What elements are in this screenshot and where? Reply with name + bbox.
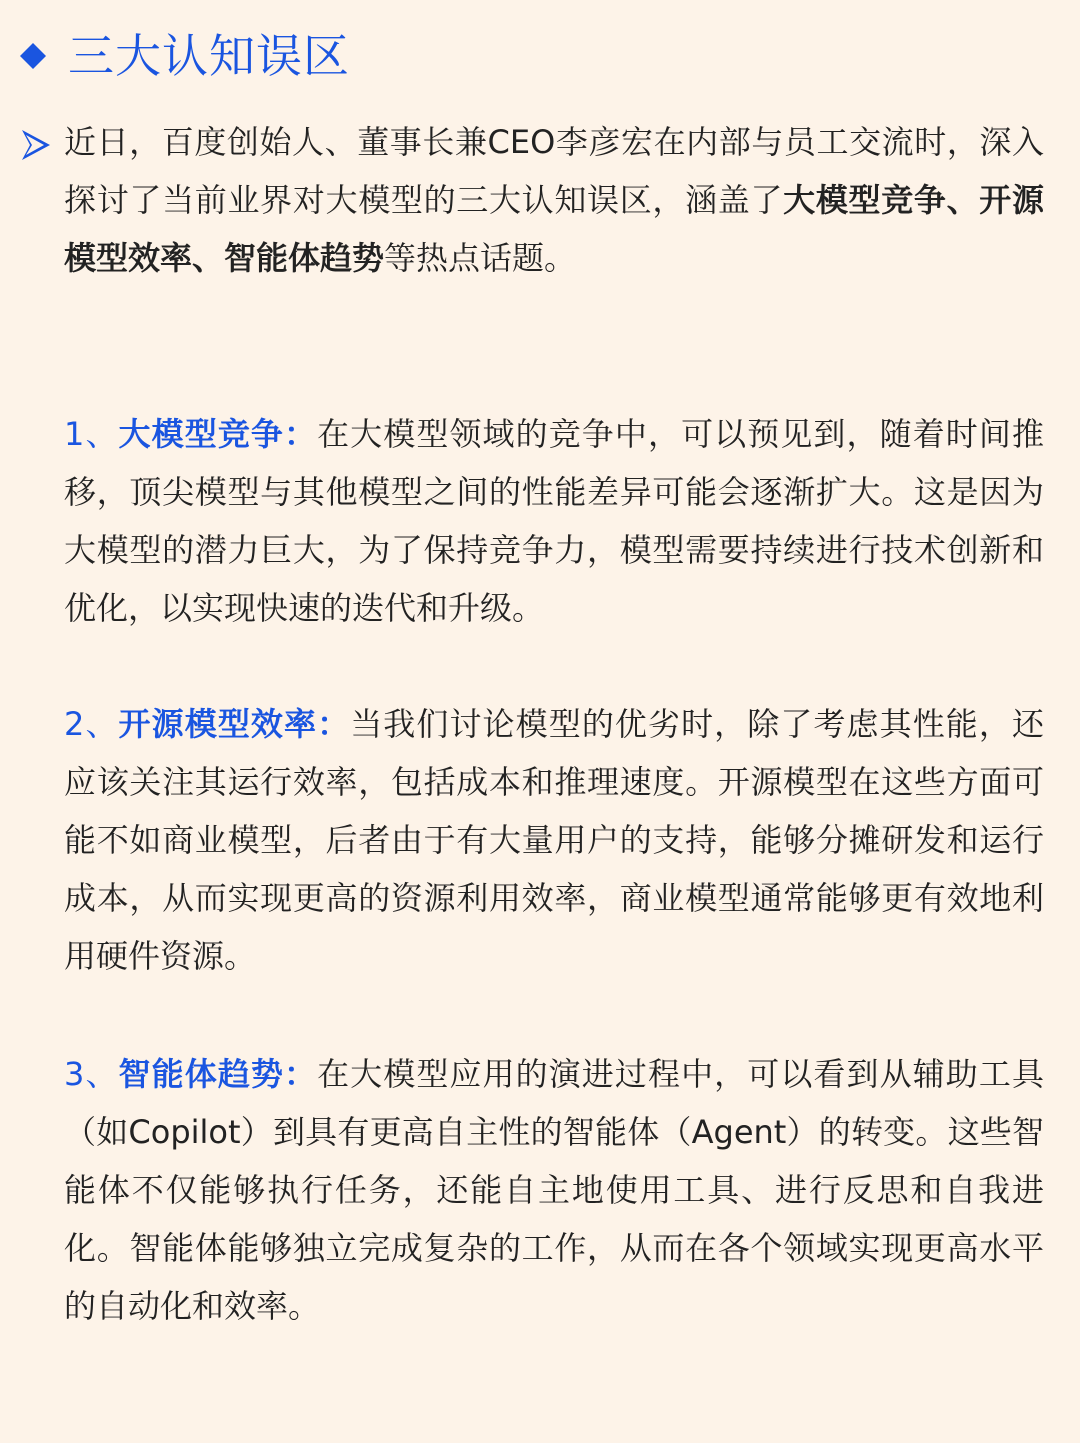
section-label: 开源模型效率： <box>118 705 351 743</box>
section-3 <box>64 1045 1044 1335</box>
section-number: 1、 <box>64 415 119 453</box>
diamond-icon <box>20 43 46 69</box>
section-number: 3、 <box>64 1055 119 1093</box>
intro-bold-topics: 大模型竞争、开源模型效率、智能体趋势 <box>64 181 1044 277</box>
intro-paragraph <box>64 113 1044 287</box>
arrow-right-icon <box>20 128 52 162</box>
section-label: 智能体趋势： <box>118 1055 318 1093</box>
section-body: 在大模型应用的演进过程中，可以看到从辅助工具（如Copilot）到具有更高自主性的智能体（Agent）的转变。这些智能体不仅能够执行任务，还能自主地使用工具、进行反思和自我进化。智能体能够独立完成复杂的工作，从而在各个领域实现更高水平的自动化和效率。 <box>64 1055 1044 1325</box>
section-2 <box>64 695 1044 985</box>
section-label: 大模型竞争： <box>118 415 318 453</box>
section-body: 当我们讨论模型的优劣时，除了考虑其性能，还应该关注其运行效率，包括成本和推理速度。开源模型在这些方面可能不如商业模型，后者由于有大量用户的支持，能够分摊研发和运行成本，从而实现更高的资源利用效率，商业模型通常能够更有效地利用硬件资源。 <box>64 705 1044 975</box>
section-body: 在大模型领域的竞争中，可以预见到，随着时间推移，顶尖模型与其他模型之间的性能差异可能会逐渐扩大。这是因为大模型的潜力巨大，为了保持竞争力，模型需要持续进行技术创新和优化，以实现快速的迭代和升级。 <box>64 415 1044 627</box>
section-1 <box>64 405 1044 637</box>
section-number: 2、 <box>64 705 119 743</box>
intro-text: 近日，百度创始人、董事长兼CEO李彦宏在内部与员工交流时，深入探讨了当前业界对大模型的三大认知误区，涵盖了 <box>64 123 1044 219</box>
section-header <box>14 26 350 86</box>
intro-text-end: 等热点话题。 <box>384 239 577 277</box>
page-title: 三大认知误区 <box>68 29 350 83</box>
